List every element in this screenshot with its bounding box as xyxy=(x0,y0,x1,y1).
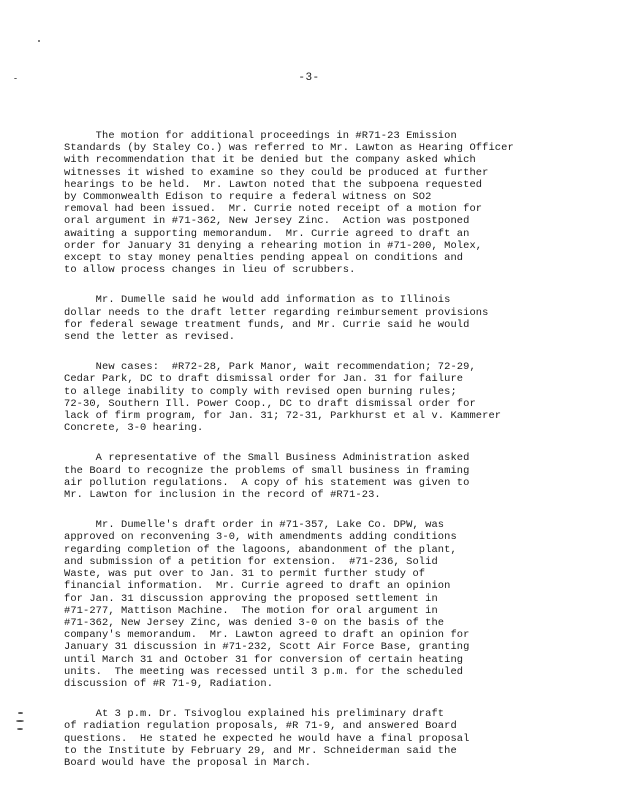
text-line: with recommendation that it be denied but the company asked which xyxy=(64,154,476,167)
text-line: witnesses it wished to examine so they could be produced at further xyxy=(64,166,489,179)
paragraph xyxy=(64,452,589,501)
text-line: approved on reconvening 3-0, with amendments adding conditions xyxy=(64,531,457,544)
text-line: discussion of #R 71-9, Radiation. xyxy=(64,677,274,690)
scan-speck xyxy=(14,78,17,79)
scan-speck xyxy=(18,712,23,714)
text-line: for Jan. 31 discussion approving the proposed settlement in xyxy=(64,592,438,605)
text-line: awaiting a supporting memorandum. Mr. Currie agreed to draft an xyxy=(64,227,470,240)
text-line: The motion for additional proceedings in #R71-23 Emission xyxy=(64,130,457,142)
text-line: removal had been issued. Mr. Currie noted receipt of a motion for xyxy=(64,203,483,216)
text-line: financial information. Mr. Currie agreed to draft an opinion xyxy=(64,580,451,593)
text-line: to allow process changes in lieu of scrubbers. xyxy=(64,264,356,277)
text-line: for federal sewage treatment funds, and Mr. Currie said he would xyxy=(64,318,470,331)
text-line: air pollution regulations. A copy of his statement was given to xyxy=(64,476,470,489)
page-number: -3- xyxy=(298,72,320,84)
text-line: oral argument in #71-362, New Jersey Zinc. Action was postponed xyxy=(64,215,470,228)
text-line: questions. He stated he expected he would have a final proposal xyxy=(64,732,470,745)
paragraph xyxy=(64,130,589,276)
text-line: company's memorandum. Mr. Lawton agreed to draft an opinion for xyxy=(64,629,470,642)
paragraph xyxy=(64,361,589,434)
text-line: until March 31 and October 31 for conversion of certain heating xyxy=(64,653,464,666)
text-line: except to stay money penalties pending appeal on conditions and xyxy=(64,252,464,265)
paragraph xyxy=(64,519,589,690)
text-line: to the Institute by February 29, and Mr. Schneiderman said the xyxy=(64,744,457,757)
scan-speck xyxy=(17,728,23,730)
text-line: hearings to be held. Mr. Lawton noted that the subpoena requested xyxy=(64,178,483,191)
paragraph xyxy=(64,708,589,769)
text-line: A representative of the Small Business Administration asked xyxy=(64,452,470,465)
text-line: #71-362, New Jersey Zinc, was denied 3-0 on the basis of the xyxy=(64,616,445,629)
text-line: units. The meeting was recessed until 3 p.m. for the scheduled xyxy=(64,665,464,678)
text-line: dollar needs to the draft letter regarding reimbursement provisions xyxy=(64,306,489,319)
text-line: January 31 discussion in #71-232, Scott Air Force Base, granting xyxy=(64,641,470,654)
text-line: send the letter as revised. xyxy=(64,331,236,344)
text-line: to allege inability to comply with revised open burning rules; xyxy=(64,385,457,398)
text-line: Mr. Lawton for inclusion in the record of #R71-23. xyxy=(64,489,381,502)
text-line: #71-277, Mattison Machine. The motion for oral argument in xyxy=(64,604,438,617)
text-line: Board would have the proposal in March. xyxy=(64,756,312,769)
text-line: of radiation regulation proposals, #R 71-9, and answered Board xyxy=(64,720,457,733)
text-line: and submission of a petition for extension. #71-236, Solid xyxy=(64,555,438,568)
text-line: regarding completion of the lagoons, abandonment of the plant, xyxy=(64,543,457,556)
text-line: Cedar Park, DC to draft dismissal order for Jan. 31 for failure xyxy=(64,373,464,386)
text-line: by Commonwealth Edison to require a federal witness on SO2 xyxy=(64,191,432,204)
text-line: 72-30, Southern Ill. Power Coop., DC to draft dismissal order for xyxy=(64,397,476,410)
text-line: the Board to recognize the problems of small business in framing xyxy=(64,464,470,477)
text-line: order for January 31 denying a rehearing motion in #71-200, Molex, xyxy=(64,239,483,252)
text-line: Standards (by Staley Co.) was referred to Mr. Lawton as Hearing Officer xyxy=(64,142,514,155)
text-line: Mr. Dumelle's draft order in #71-357, Lake Co. DPW, was xyxy=(64,519,445,532)
text-line: Concrete, 3-0 hearing. xyxy=(64,422,204,435)
document-body xyxy=(64,130,589,787)
text-line: Mr. Dumelle said he would add information as to Illinois xyxy=(64,294,451,307)
text-line: New cases: #R72-28, Park Manor, wait recommendation; 72-29, xyxy=(64,361,476,374)
paragraph xyxy=(64,294,589,343)
text-line: At 3 p.m. Dr. Tsivoglou explained his preliminary draft xyxy=(64,708,445,721)
text-line: lack of firm program, for Jan. 31; 72-31, Parkhurst et al v. Kammerer xyxy=(64,410,502,423)
scan-speck xyxy=(38,40,40,42)
text-line: Waste, was put over to Jan. 31 to permit further study of xyxy=(64,568,426,581)
scan-speck xyxy=(16,720,24,722)
